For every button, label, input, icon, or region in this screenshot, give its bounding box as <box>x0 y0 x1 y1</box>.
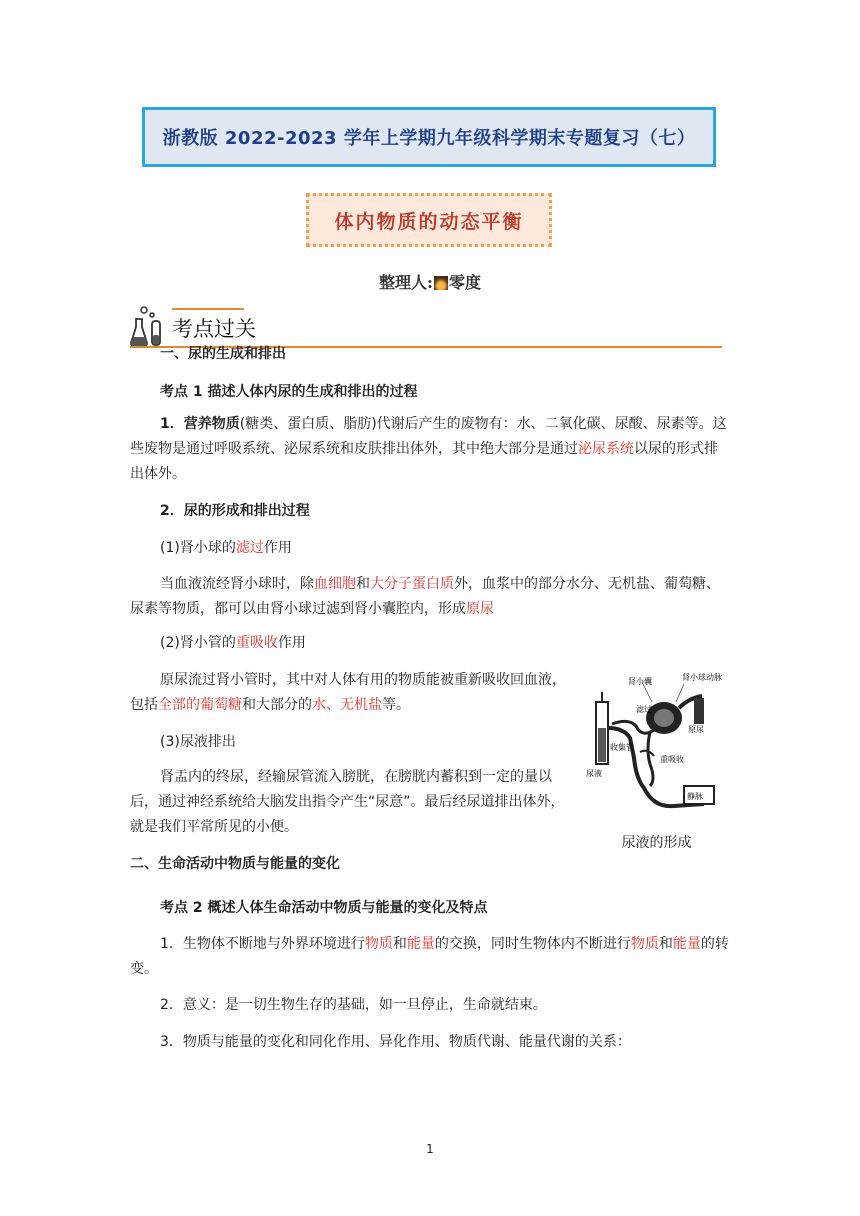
compiler-name: 零度 <box>448 273 481 292</box>
compiler-line <box>0 270 860 293</box>
paragraph-8: 肾盂内的终尿，经输尿管流入膀胱，在膀胱内蓄积到一定的量以后，通过神经系统给大脑发出指令产生“尿意”。最后经尿道排出体外，就是我们平常所见的小便。 <box>130 769 565 835</box>
document-title-box <box>142 107 716 167</box>
paragraph-11: 3．物质与能量的变化和同化作用、异化作用、物质代谢、能量代谢的关系： <box>160 1034 631 1050</box>
key-point-1: 考点 1 描述人体内尿的生成和排出的过程 <box>160 384 418 400</box>
label-urine: 尿液 <box>586 769 602 778</box>
paragraph-9: 1．生物体不断地与外界环境进行物质和能量的交换，同时生物体内不断进行物质和能量的转变。 <box>130 936 729 977</box>
paragraph-2: 2．尿的形成和排出过程 <box>160 503 310 519</box>
label-glomerulus-artery: 肾小球动脉 <box>682 673 722 682</box>
paragraph-5: (2)肾小管的重吸收作用 <box>160 635 306 651</box>
paragraph-4: 当血液流经肾小球时，除血细胞和大分子蛋白质外，血浆中的部分水分、无机盐、葡萄糖、尿素等物质，都可以由肾小球过滤到肾小囊腔内，形成原尿 <box>130 576 720 617</box>
heading-1: 一、尿的生成和排出 <box>160 346 286 362</box>
page-number: 1 <box>426 1142 434 1156</box>
paragraph-3: (1)肾小球的滤过作用 <box>160 540 292 556</box>
paragraph-6: 原尿流过肾小管时，其中对人体有用的物质能被重新吸收回血液，包括全部的葡萄糖和大部分的水、无机盐等。 <box>130 672 566 713</box>
topic-title: 体内物质的动态平衡 <box>334 210 524 233</box>
key-point-2: 考点 2 概述人体生命活动中物质与能量的变化及特点 <box>160 900 488 916</box>
label-reabsorption: 重吸收 <box>660 755 684 764</box>
label-filtration: 滤过 <box>636 705 652 714</box>
compiler-label: 整理人: <box>379 273 433 292</box>
section-top-line <box>172 308 244 310</box>
label-bowmans-capsule: 肾小囊 <box>628 677 652 686</box>
figure-caption: 尿液的形成 <box>621 835 692 851</box>
label-vein: 静脉 <box>687 792 703 801</box>
topic-title-box <box>306 193 552 247</box>
label-primary-urine: 原尿 <box>688 725 704 734</box>
paragraph-10: 2．意义：是一切生物生存的基础，如一旦停止，生命就结束。 <box>160 997 547 1013</box>
heading-2: 二、生命活动中物质与能量的变化 <box>130 856 340 872</box>
paragraph-1: 1．营养物质(糖类、蛋白质、脂肪)代谢后产生的废物有：水、二氧化碳、尿酸、尿素等。这些废物是通过呼吸系统、泌尿系统和皮肤排出体外，其中绝大部分是通过泌尿系统以尿的形式排出体外。 <box>130 416 727 482</box>
document-title: 浙教版 2022-2023 学年上学期九年级科学期末专题复习（七） <box>162 128 696 149</box>
paragraph-7: (3)尿液排出 <box>160 734 236 750</box>
compiler-avatar-icon <box>434 276 448 290</box>
section-title: 考点过关 <box>172 317 256 341</box>
urine-formation-diagram <box>584 668 729 816</box>
lab-flask-icon <box>130 305 166 347</box>
label-collecting-duct: 收集管 <box>610 743 634 752</box>
